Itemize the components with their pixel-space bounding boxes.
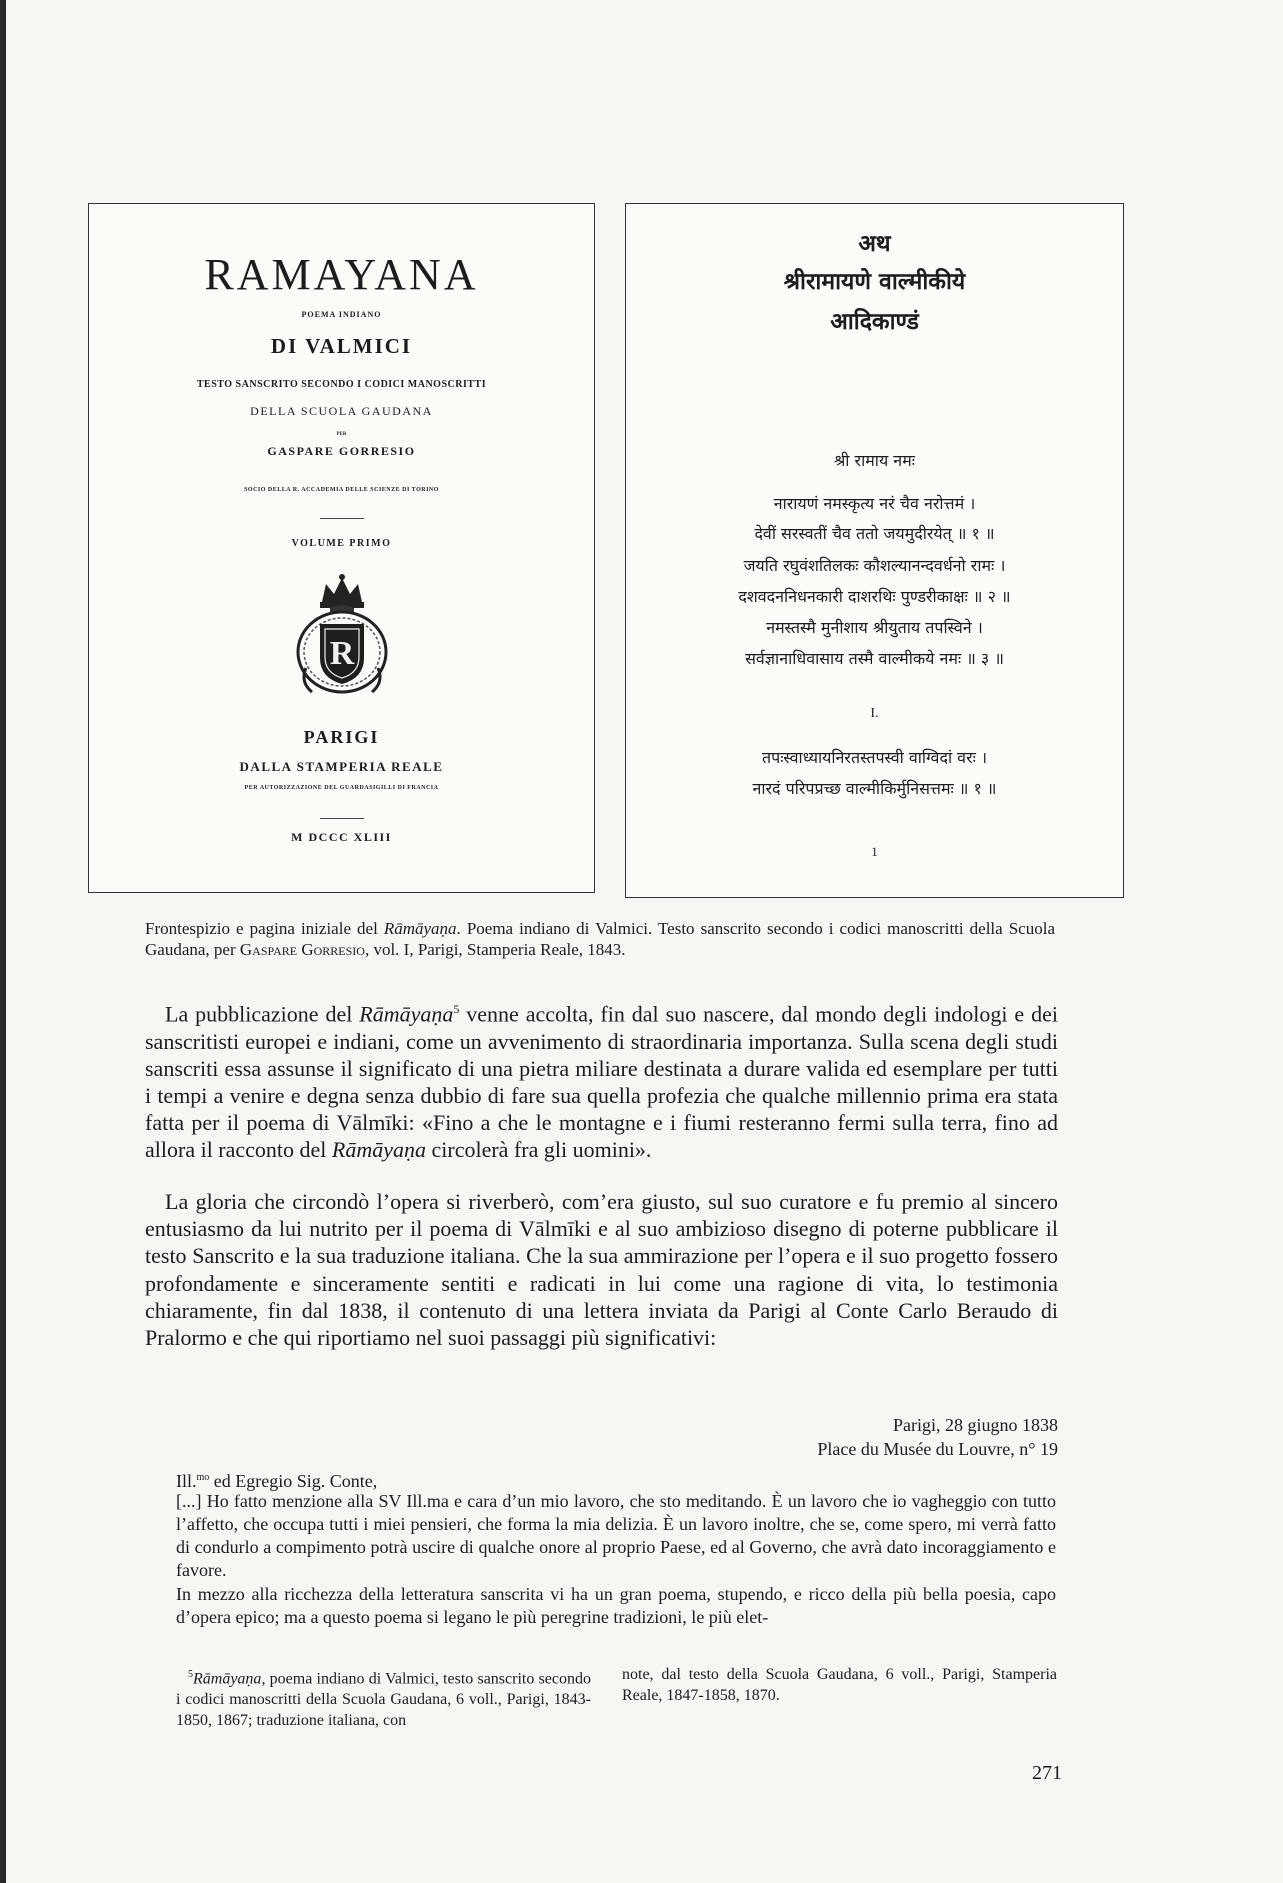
devanagari-verse-5: नमस्तस्मै मुनीशाय श्रीयुताय तपस्विने । (766, 618, 983, 637)
devanagari-section-number: I. (870, 706, 879, 721)
footnote-5-right: note, dal testo della Scuola Gaudana, 6 voll., Parigi, Stamperia Reale, 1847-1858, 1870. (622, 1666, 1057, 1704)
devanagari-verse-7: तपःस्वाध्यायनिरतस्तपस्वी वाग्विदां वरः । (761, 748, 988, 767)
letter-paragraph-2: In mezzo alla ricchezza della letteratura sanscrita vi ha un gran poema, stupendo, e ricco della più bella poesia, capo d’opera epico; ma a questo poema si legano le più peregrine tradizioni, le più elet- (176, 1584, 1056, 1627)
title-page-per: PER (336, 432, 347, 437)
royal-emblem-icon (292, 572, 392, 702)
salutation-text-a: Ill. (176, 1471, 197, 1491)
letter-salutation (176, 1466, 1056, 1493)
salutation-sup: mo (196, 1472, 210, 1483)
title-page-line2: DELLA SCUOLA GAUDANA (250, 404, 433, 418)
title-page-date: M DCCC XLIII (291, 830, 392, 844)
devanagari-verse-2: देवीं सरस्वतीं चैव ततो जयमुदीरयेत् ॥ १ ॥ (754, 524, 995, 543)
title-page-author: DI VALMICI (270, 334, 413, 358)
title-page-title: RAMAYANA (204, 250, 479, 299)
figure-page-number: 1 (871, 844, 878, 859)
title-page-rule (320, 518, 364, 519)
body-paragraph-2: La gloria che circondò l’opera si riverberò, com’era giusto, sul suo curatore e fu premio al sincero entusiasmo da lui nutrito per il poema di Vālmīki e al suo ambizioso disegno di poterne pubblicare il testo Sanscrito e la sua traduzione italiana. Che la sua ammirazione per l’opera e il suo progetto fossero profondamente e sinceramente sentiti e radicati in lui come una ragione di vita, lo testimonia chiaramente, fin dal 1838, il contenuto di una lettera inviata da Parigi al Conte Carlo Beraudo di Pralormo e che qui riportiamo nel suoi passaggi più significativi: (145, 1189, 1058, 1351)
caption-italic-title: Rāmāyaṇa (383, 919, 457, 938)
footnote-italic: Rāmāyaṇa (193, 1670, 262, 1688)
title-page-place: PARIGI (303, 727, 380, 747)
page-number: 271 (1032, 1762, 1062, 1784)
para1-text-a: La pubblicazione del (165, 1001, 360, 1027)
footnote-text-left: , poema indiano di Valmici, testo sanscrito secondo i codici manoscritti della Scuola Gaudana, 6 voll., Parigi, 1843-1850, 1867; traduzione italiana, con (176, 1670, 591, 1730)
letter-paragraph-1: [...] Ho fatto menzione alla SV Ill.ma e cara d’un mio lavoro, che sto meditando. È un lavoro che io vagheggio con tutto l’affetto, che occupa tutti i miei pensieri, che forma la mia delizia. È un lavoro inoltre, che se, come spero, mi verrà fatto di condurlo a compimento potrà uscire di qualche onore al proprio Paese, ed al Governo, che avrà dato incoraggiamento e favore. (176, 1491, 1056, 1580)
letter-address: Place du Musée du Louvre, n° 19 (817, 1439, 1058, 1459)
devanagari-verse-4: दशवदननिधनकारी दाशरथिः पुण्डरीकाक्षः ॥ २ ॥ (738, 587, 1011, 606)
footnote-marker: 5 (188, 1669, 193, 1680)
title-page-line1: TESTO SANSCRITO SECONDO I CODICI MANOSCRITTI (196, 379, 487, 390)
page-spine-edge (0, 0, 6, 1883)
para1-text-b: venne accolta, fin dal suo nascere, dal mondo degli indologi e dei sanscritisti europei e indiani, come un avvenimento di straordinaria importanza. Sulla scena degli studi sanscriti essa assunse il significato di una pietra miliare destinata a durare valida ed esemplare per tutti i tempi a venire e degna senza dubbio di fare sua quella profezia che qualche millennio prima era stata fatta per il poema di Vālmīki: «Fino a che le montagne e i fiumi resteranno fermi sulla terra, fino ad allora il racconto del (145, 1001, 1058, 1163)
para1-italic-2: Rāmāyaṇa (331, 1137, 427, 1163)
caption-author-name: Gaspare Gorresio (239, 940, 365, 959)
devanagari-heading-1: अथ (858, 231, 891, 257)
figure-first-page (625, 203, 1124, 898)
title-page-rule-2 (320, 818, 364, 819)
salutation-text-b: ed Egregio Sig. Conte, (209, 1471, 378, 1491)
title-page-subtitle: POEMA INDIANO (301, 310, 382, 319)
body-paragraph-1 (145, 996, 1058, 1164)
caption-text-2: . Poema indiano di Valmici. Testo sanscrito secondo i codici manoscritti della Scuola Gaudana, per (145, 919, 1055, 959)
devanagari-verse-3: जयति रघुवंशतिलकः कौशल्यानन्दवर्धनो रामः । (743, 556, 1006, 575)
letter-place-date: Parigi, 28 giugno 1838 (893, 1415, 1058, 1435)
caption-text-3: , vol. I, Parigi, Stamperia Reale, 1843. (364, 940, 626, 959)
figure-caption (145, 918, 1055, 960)
title-page-editor: GASPARE GORRESIO (267, 444, 416, 458)
devanagari-verse-1: नारायणं नमस्कृत्य नरं चैव नरोत्तमं । (773, 494, 976, 513)
devanagari-invocation: श्री रामाय नमः (833, 451, 915, 470)
devanagari-verse-8: नारदं परिपप्रच्छ वाल्मीकिर्मुनिसत्तमः ॥ १ ॥ (752, 779, 997, 798)
para1-text-c: circolerà fra gli uomini». (426, 1137, 652, 1163)
figure-title-page (88, 203, 595, 893)
title-page-volume: VOLUME PRIMO (291, 538, 392, 549)
footnote-ref-5[interactable]: 5 (453, 1002, 460, 1016)
devanagari-heading-3: आदिकाण्डं (830, 309, 919, 335)
letter-heading (658, 1413, 1058, 1461)
footnote-5-left (176, 1664, 591, 1731)
title-page-socio: SOCIO DELLA R. ACCADEMIA DELLE SCIENZE DI TORINO (244, 487, 439, 493)
title-page-press: DALLA STAMPERIA REALE (239, 759, 444, 774)
para1-italic: Rāmāyaṇa (359, 1001, 454, 1027)
devanagari-heading-2: श्रीरामायणे वाल्मीकीये (783, 269, 966, 295)
emblem-monogram: R (329, 635, 355, 672)
devanagari-verse-6: सर्वज्ञानाधिवासाय तस्मै वाल्मीकये नमः ॥ ३ ॥ (745, 649, 1004, 668)
caption-text-1: Frontespizio e pagina iniziale del (145, 919, 384, 938)
title-page-authorization: PER AUTORIZZAZIONE DEL GUARDASIGILLI DI FRANCIA (244, 785, 439, 791)
